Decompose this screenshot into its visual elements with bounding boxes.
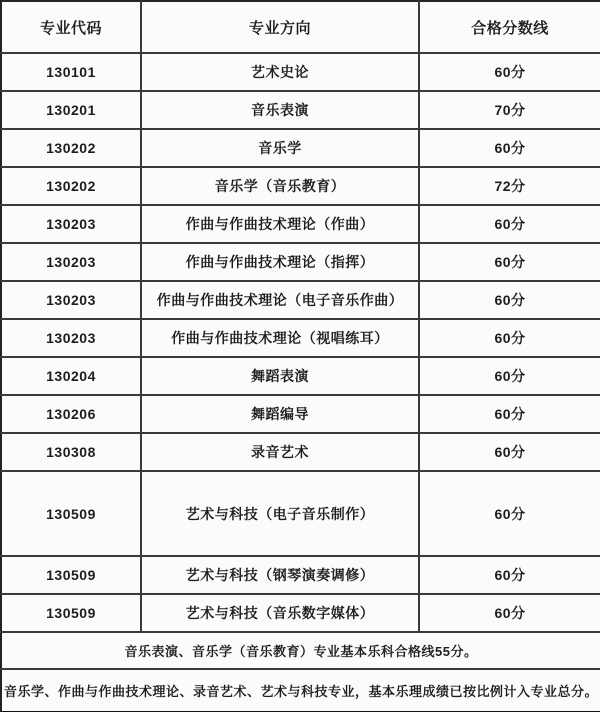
cell-major-code: 130203 — [1, 319, 141, 357]
table-row — [1, 205, 600, 243]
table-row — [1, 281, 600, 319]
cell-major-name: 作曲与作曲技术理论（视唱练耳） — [141, 319, 419, 357]
cell-major-code: 130206 — [1, 395, 141, 433]
cell-score: 70分 — [419, 91, 600, 129]
cell-major-name: 舞蹈编导 — [141, 395, 419, 433]
cell-major-name: 作曲与作曲技术理论（指挥） — [141, 243, 419, 281]
cell-score: 60分 — [419, 556, 600, 594]
table-row — [1, 53, 600, 91]
table-row — [1, 129, 600, 167]
cell-major-code: 130101 — [1, 53, 141, 91]
cell-score: 60分 — [419, 471, 600, 556]
cell-score: 60分 — [419, 243, 600, 281]
table-row — [1, 471, 600, 556]
cell-score: 60分 — [419, 53, 600, 91]
cell-major-code: 130509 — [1, 594, 141, 632]
table-row — [1, 556, 600, 594]
cell-major-code: 130203 — [1, 205, 141, 243]
table-row — [1, 395, 600, 433]
table-row — [1, 243, 600, 281]
cell-major-name: 艺术与科技（音乐数字媒体） — [141, 594, 419, 632]
footnote-text: 音乐学、作曲与作曲技术理论、录音艺术、艺术与科技专业，基本乐理成绩已按比例计入专业总分。 — [1, 669, 600, 712]
table-row — [1, 594, 600, 632]
cell-score: 60分 — [419, 281, 600, 319]
cell-major-code: 130203 — [1, 281, 141, 319]
cell-score: 60分 — [419, 433, 600, 471]
table-row — [1, 91, 600, 129]
cell-score: 60分 — [419, 129, 600, 167]
header-cell-score: 合格分数线 — [419, 1, 600, 53]
cell-major-name: 舞蹈表演 — [141, 357, 419, 395]
header-cell-major: 专业方向 — [141, 1, 419, 53]
table-row — [1, 167, 600, 205]
cell-score: 60分 — [419, 594, 600, 632]
cell-major-code: 130202 — [1, 167, 141, 205]
cell-major-name: 艺术与科技（电子音乐制作） — [141, 471, 419, 556]
cell-score: 60分 — [419, 395, 600, 433]
cell-major-code: 130201 — [1, 91, 141, 129]
cell-major-name: 艺术史论 — [141, 53, 419, 91]
table-header-row — [1, 1, 600, 53]
table-row — [1, 357, 600, 395]
cell-major-name: 录音艺术 — [141, 433, 419, 471]
footnote-row — [1, 632, 600, 669]
table-row — [1, 433, 600, 471]
cell-major-code: 130204 — [1, 357, 141, 395]
cell-major-name: 音乐学 — [141, 129, 419, 167]
cell-major-code: 130509 — [1, 556, 141, 594]
cell-major-code: 130202 — [1, 129, 141, 167]
cell-score: 60分 — [419, 319, 600, 357]
cell-major-name: 音乐表演 — [141, 91, 419, 129]
cell-major-name: 音乐学（音乐教育） — [141, 167, 419, 205]
footnote-text: 音乐表演、音乐学（音乐教育）专业基本乐科合格线55分。 — [1, 632, 600, 669]
cell-score: 60分 — [419, 357, 600, 395]
cell-score: 60分 — [419, 205, 600, 243]
cell-major-name: 作曲与作曲技术理论（作曲） — [141, 205, 419, 243]
table-row — [1, 319, 600, 357]
cell-major-code: 130509 — [1, 471, 141, 556]
header-cell-code: 专业代码 — [1, 1, 141, 53]
cell-major-code: 130308 — [1, 433, 141, 471]
cell-major-name: 艺术与科技（钢琴演奏调修） — [141, 556, 419, 594]
cell-major-code: 130203 — [1, 243, 141, 281]
cell-major-name: 作曲与作曲技术理论（电子音乐作曲） — [141, 281, 419, 319]
footnote-row — [1, 669, 600, 712]
cell-score: 72分 — [419, 167, 600, 205]
